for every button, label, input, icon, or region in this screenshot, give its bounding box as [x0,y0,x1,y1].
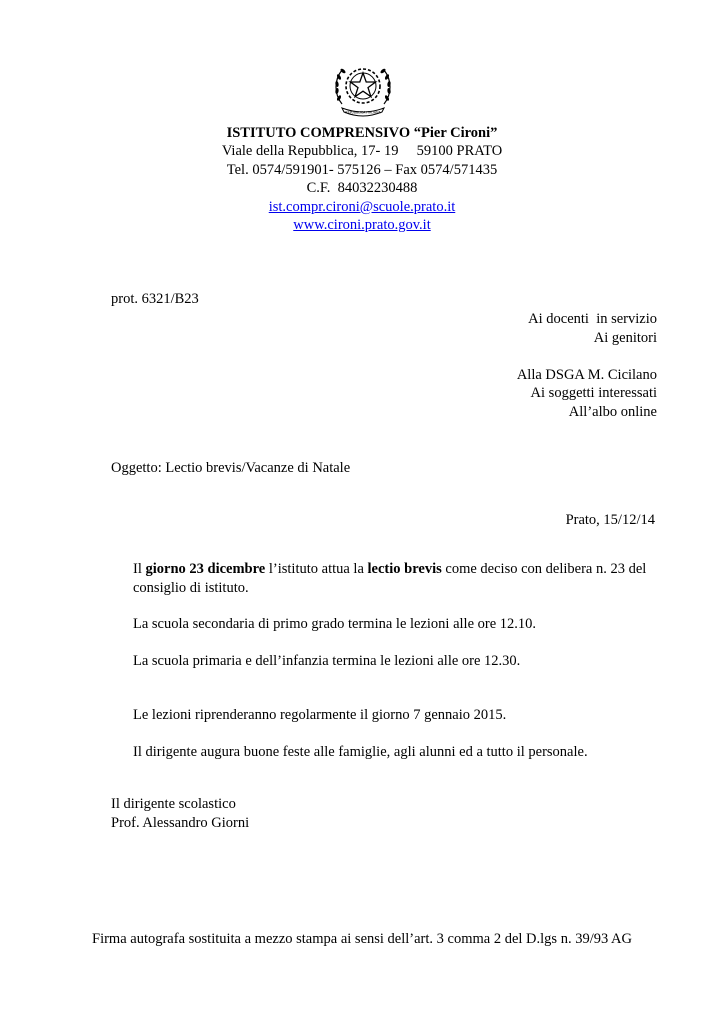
protocol-number: prot. 6321/B23 [111,291,199,307]
website-link[interactable]: www.cironi.prato.gov.it [293,217,431,234]
body-paragraph-3: La scuola primaria e dell’infanzia termina le lezioni alle ore 12.30. [133,652,521,669]
institute-address: Viale della Repubblica, 17- 19 59100 PRATO [221,143,503,160]
recipient-line: All’albo online [568,403,657,420]
italian-republic-emblem [330,56,396,122]
recipient-line: Alla DSGA M. Cicilano [516,366,657,383]
letterhead [0,124,724,234]
body-text: l’istituto attua la [265,561,368,577]
body-text: come deciso con delibera n. 23 del consiglio di istituto. [133,561,647,596]
recipient-line: Ai genitori [593,329,657,346]
footer-note: Firma autografa sostituita a mezzo stampa ai sensi dell’art. 3 comma 2 del D.lgs n. 39/93 AG [92,931,632,947]
body-paragraph-1 [133,560,653,597]
institute-phone: Tel. 0574/591901- 575126 – Fax 0574/571435 [226,161,498,178]
place-date: Prato, 15/12/14 [565,512,655,528]
institute-name: ISTITUTO COMPRENSIVO “Pier Cironi” [226,125,498,141]
email-link[interactable]: ist.compr.cironi@scuole.prato.it [268,198,456,215]
recipient-line: Ai soggetti interessati [530,385,657,402]
recipient-line: Ai docenti in servizio [528,311,657,327]
subject-line: Oggetto: Lectio brevis/Vacanze di Natale [111,460,351,476]
signature-name: Prof. Alessandro Giorni [111,814,250,831]
body-paragraph-4: Le lezioni riprenderanno regolarmente il giorno 7 gennaio 2015. [133,707,507,724]
signature-block [111,795,249,832]
svg-text:REPUBBLICA ITALIANA: REPUBBLICA ITALIANA [345,110,381,115]
bold-lectio-brevis: lectio brevis [367,561,442,577]
body-text: Il [133,561,146,577]
signature-title: Il dirigente scolastico [111,796,236,812]
bold-date: giorno 23 dicembre [145,561,266,577]
body-paragraph-5: Il dirigente augura buone feste alle famiglie, agli alunni ed a tutto il personale. [133,743,588,760]
recipients-block [517,310,657,422]
letter-body [133,560,663,762]
body-paragraph-2: La scuola secondaria di primo grado termina le lezioni alle ore 12.10. [133,616,537,633]
institute-tax-code: C.F. 84032230488 [306,180,418,197]
